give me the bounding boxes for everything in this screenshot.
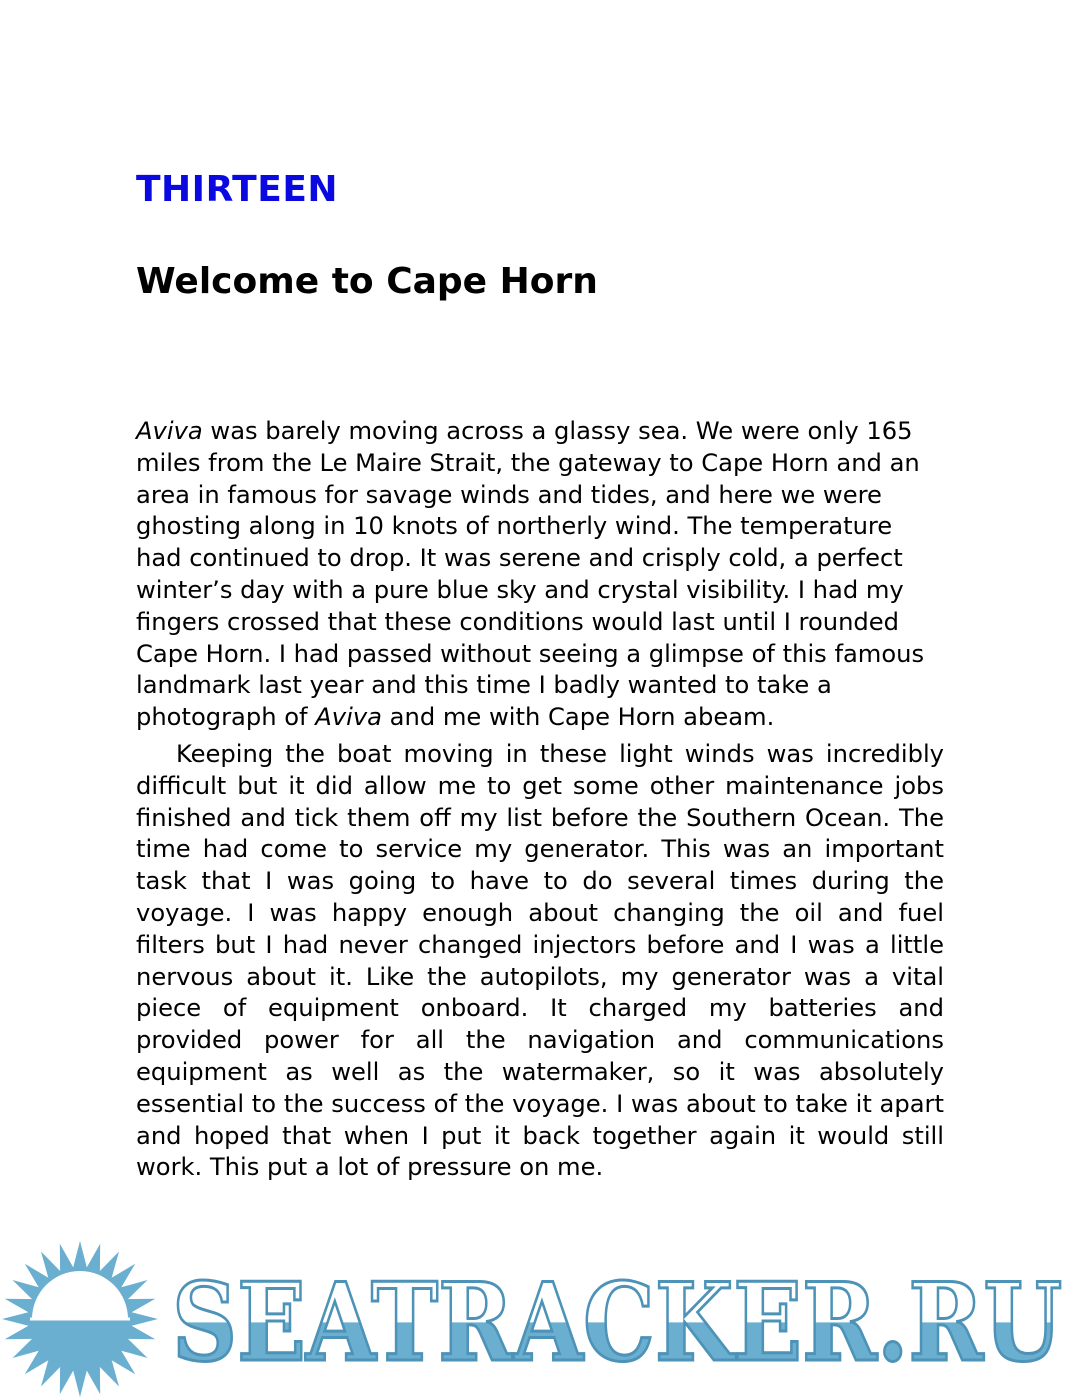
paragraph-2: Keeping the boat moving in these light winds was incredibly difficult but it did allow me to get some other maintenance jobs finished and tick them off my list before the Southern Ocean. The time had come to service my generator. This was an important task that I was going to have to do several times during the voyage. I was happy enough about changing the oil and fuel filters but I had never changed injectors before and I was a little nervous about it. Like the autopilots, my generator was a vital piece of equipment onboard. It charged my batteries and provided power for all the navigation and communications equipment as well as the watermaker, so it was absolutely essential to the success of the voyage. I was about to take it apart and hoped that when I put it back together again it would still work. This put a lot of pressure on me. bbox=[136, 739, 944, 1182]
paragraph-1-text: was barely moving across a glassy sea. We were only 165 miles from the Le Maire Strait, the gateway to Cape Horn and an area in famous for savage winds and tides, and here we were ghosting along in 10 knots of northerly wind. The temperature had continued to drop. It was serene and crisply cold, a perfect winter’s day with a pure blue sky and crystal visibility. I had my fingers crossed that these conditions would last until I rounded Cape Horn. I had passed without seeing a glimpse of this famous landmark last year and this time I badly wanted to take a photograph of bbox=[136, 417, 925, 732]
paragraph-1 bbox=[136, 416, 944, 734]
boat-name: Aviva bbox=[315, 703, 382, 732]
sun-icon bbox=[2, 1241, 158, 1397]
body-text bbox=[136, 416, 944, 1184]
chapter-number: THIRTEEN bbox=[136, 169, 339, 210]
paragraph-1-text-end: and me with Cape Horn abeam. bbox=[381, 703, 775, 732]
watermark-banner bbox=[0, 1236, 1080, 1397]
chapter-title: Welcome to Cape Horn bbox=[136, 261, 598, 302]
boat-name: Aviva bbox=[136, 417, 203, 445]
watermark-text: SEATRACKER.RU bbox=[172, 1260, 1062, 1386]
